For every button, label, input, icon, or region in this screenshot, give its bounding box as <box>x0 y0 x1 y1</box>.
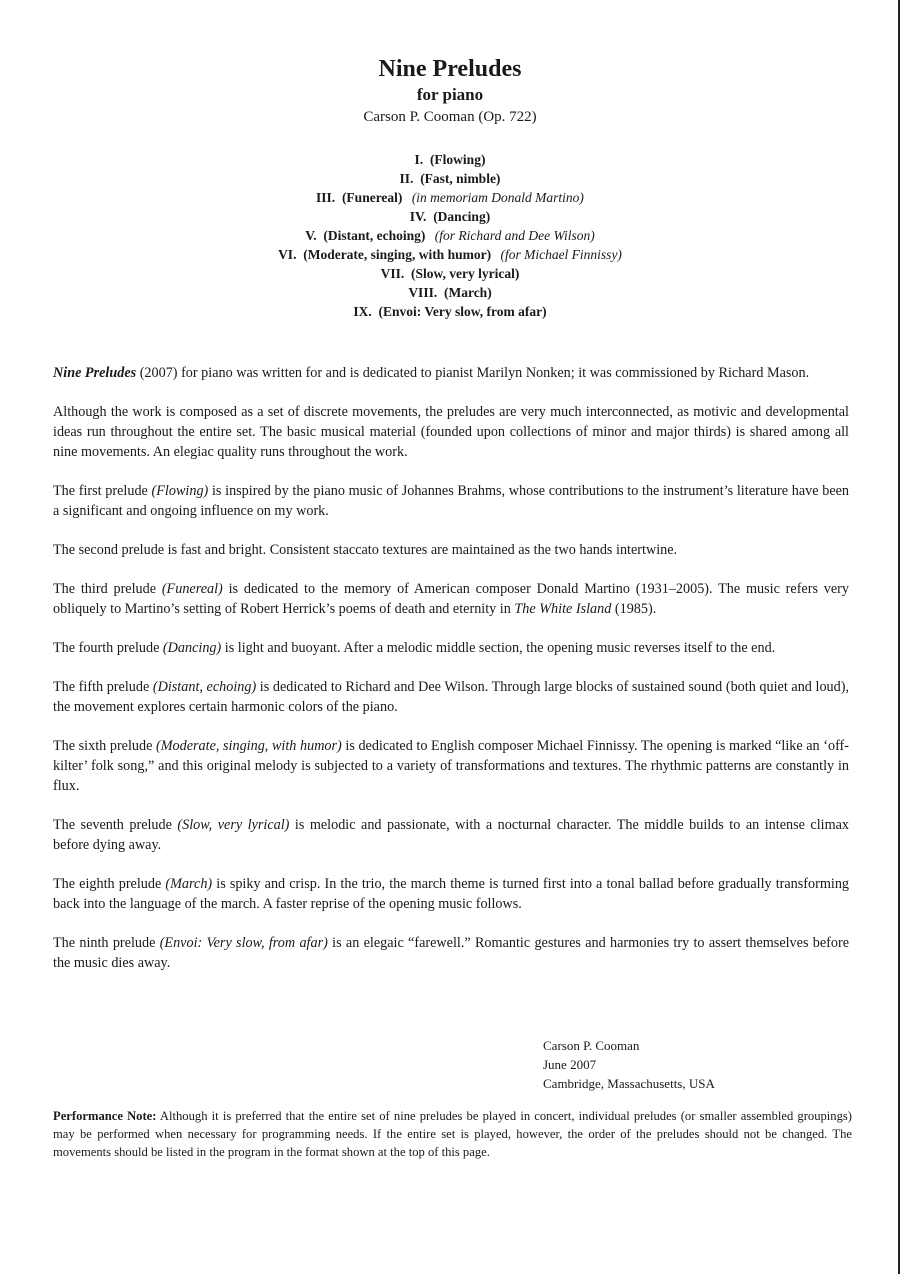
movement-number: II. <box>399 171 414 186</box>
note-paragraph: The first prelude (Flowing) is inspired by the piano music of Johannes Brahms, whose contributions to the instrument’s literature have been a significant and ongoing influence on my work. <box>53 483 850 519</box>
work-title: Nine Preludes <box>53 365 137 381</box>
movement-number: IX. <box>353 304 372 319</box>
movement-number: III. <box>316 190 336 205</box>
movement-number: VII. <box>380 266 405 281</box>
movement-tempo: (Slow, very lyrical) <box>411 266 520 281</box>
note-paragraph: The seventh prelude (Slow, very lyrical) is melodic and passionate, with a nocturnal character. The middle builds to an intense climax before dying away. <box>53 817 850 853</box>
movement-number: V. <box>305 228 317 243</box>
movement-tempo: (Moderate, singing, with humor) <box>303 247 492 262</box>
note-paragraph: The fourth prelude (Dancing) is light and buoyant. After a melodic middle section, the opening music reverses itself to the end. <box>53 640 776 656</box>
movement-item <box>0 302 900 321</box>
movement-tempo: (Funereal) <box>341 190 403 205</box>
movement-dedication: (in memoriam Donald Martino) <box>411 190 584 205</box>
document-header <box>0 54 900 128</box>
performance-note-text: Although it is preferred that the entire set of nine preludes be played in concert, individual preludes (or smaller assembled groupings) may be performed when necessary for programming needs. If the entire set is played, however, the order of the preludes should not be changed. The movements should be listed in the program in the format shown at the top of this page. <box>53 1109 852 1159</box>
document-subtitle: for piano <box>416 85 484 104</box>
composer-line: Carson P. Cooman (Op. 722) <box>363 109 537 125</box>
performance-note-label: Performance Note: <box>53 1109 157 1123</box>
movement-number: VIII. <box>408 285 438 300</box>
signature-date: June 2007 <box>543 1057 597 1072</box>
signature-place: Cambridge, Massachusetts, USA <box>543 1076 715 1091</box>
document-title: Nine Preludes <box>378 56 522 82</box>
movement-tempo: (Flowing) <box>429 152 486 167</box>
author-signature-block <box>543 1036 715 1093</box>
movement-item <box>0 264 900 283</box>
note-paragraph: Nine Preludes (2007) for piano was written for and is dedicated to pianist Marilyn Nonken; it was commissioned by Richard Mason. <box>53 365 810 381</box>
movement-item <box>0 245 900 264</box>
movement-tempo: (March) <box>443 285 492 300</box>
movement-number: VI. <box>278 247 297 262</box>
movement-tempo: (Dancing) <box>433 209 491 224</box>
note-paragraph: The ninth prelude (Envoi: Very slow, from afar) is an elegaic “farewell.” Romantic gestures and harmonies try to assert themselves before the music dies away. <box>53 935 850 971</box>
movement-item <box>0 150 900 169</box>
movement-number: IV. <box>409 209 427 224</box>
movement-tempo: (Envoi: Very slow, from afar) <box>378 304 547 319</box>
movement-number: I. <box>414 152 424 167</box>
movement-item <box>0 283 900 302</box>
movement-tempo: (Fast, nimble) <box>420 171 501 186</box>
note-paragraph: The third prelude (Funereal) is dedicated to the memory of American composer Donald Martino (1931–2005). The music refers very obliquely to Martino’s setting of Robert Herrick’s poems of death and eternity in The White Island (1985). <box>53 581 849 617</box>
movement-item <box>0 207 900 226</box>
signature-name: Carson P. Cooman <box>543 1038 640 1053</box>
movement-tempo: (Distant, echoing) <box>323 228 426 243</box>
movement-dedication: (for Richard and Dee Wilson) <box>434 228 595 243</box>
program-notes <box>53 363 849 992</box>
performance-note <box>53 1107 852 1161</box>
note-paragraph: The fifth prelude (Distant, echoing) is dedicated to Richard and Dee Wilson. Through large blocks of sustained sound (both quiet and loud), the movement explores certain harmonic colors of the piano. <box>53 679 849 715</box>
movement-item <box>0 188 900 207</box>
note-paragraph: The second prelude is fast and bright. Consistent staccato textures are maintained as the two hands intertwine. <box>53 542 678 558</box>
note-paragraph: Although the work is composed as a set of discrete movements, the preludes are very much interconnected, as motivic and developmental ideas run throughout the entire set. The basic musical material (founded upon collections of minor and major thirds) is shared among all nine movements. An elegiac quality runs throughout the work. <box>53 404 849 460</box>
note-paragraph: The eighth prelude (March) is spiky and crisp. In the trio, the march theme is turned first into a tonal ballad before gradually transforming back into the language of the march. A faster reprise of the opening music follows. <box>53 876 850 912</box>
movement-item <box>0 169 900 188</box>
movement-dedication: (for Michael Finnissy) <box>500 247 622 262</box>
note-paragraph: The sixth prelude (Moderate, singing, with humor) is dedicated to English composer Michael Finnissy. The opening is marked “like an ‘off-kilter’ folk song,” and this original melody is subjected to a variety of transformations and textures. The rhythmic patterns are constantly in flux. <box>53 738 849 794</box>
movement-item <box>0 226 900 245</box>
movement-list <box>0 150 900 321</box>
